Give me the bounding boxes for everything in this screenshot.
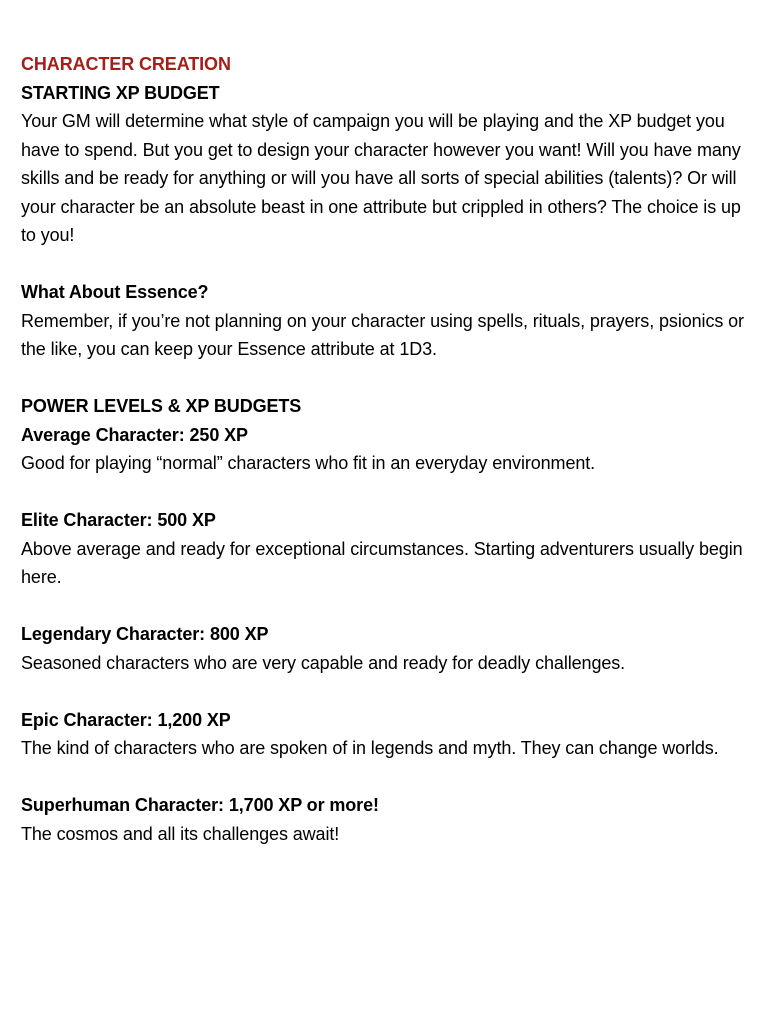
starting-budget-heading: STARTING XP BUDGET [21,82,220,103]
essence-heading: What About Essence? [21,282,209,302]
essence-body: Remember, if you’re not planning on your character using spells, rituals, prayers, psionics or the like, you can keep your Essence attribute at 1D3. [21,310,744,359]
starting-budget-section [21,79,756,250]
power-level-description: Seasoned characters who are very capable and ready for deadly challenges. [21,652,626,673]
chapter-title: CHARACTER CREATION [21,54,231,74]
power-level-description: The kind of characters who are spoken of in legends and myth. They can change worlds. [21,738,719,758]
power-level-average [21,421,756,478]
power-level-superhuman [21,791,756,848]
power-level-legendary [21,620,756,677]
spacer [21,364,756,393]
spacer [21,763,756,792]
document-page [21,50,756,848]
power-levels-section [21,392,756,848]
power-level-elite [21,506,756,592]
power-level-description: Above average and ready for exceptional circumstances. Starting adventurers usually begin here. [21,538,743,587]
essence-section [21,278,756,364]
power-level-epic [21,706,756,763]
power-level-description: Good for playing “normal” characters who fit in an everyday environment. [21,453,596,473]
power-level-title: Elite Character: 500 XP [21,510,216,530]
spacer [21,250,756,279]
power-levels-heading: POWER LEVELS & XP BUDGETS [21,396,302,416]
power-level-description: The cosmos and all its challenges await! [21,823,340,844]
spacer [21,677,756,706]
starting-budget-body: Your GM will determine what style of campaign you will be playing and the XP budget you have to spend. But you get to design your character however you want! Will you have many skills and be ready for anything or will you have all sorts of special abilities (talents)? Or will your character be an absolute beast in one attribute but crippled in others? The choice is up to you! [21,111,741,245]
power-level-title: Average Character: 250 XP [21,424,248,445]
power-level-title: Legendary Character: 800 XP [21,624,269,644]
power-level-title: Epic Character: 1,200 XP [21,709,231,730]
spacer [21,478,756,507]
power-level-title: Superhuman Character: 1,700 XP or more! [21,795,379,815]
spacer [21,592,756,621]
